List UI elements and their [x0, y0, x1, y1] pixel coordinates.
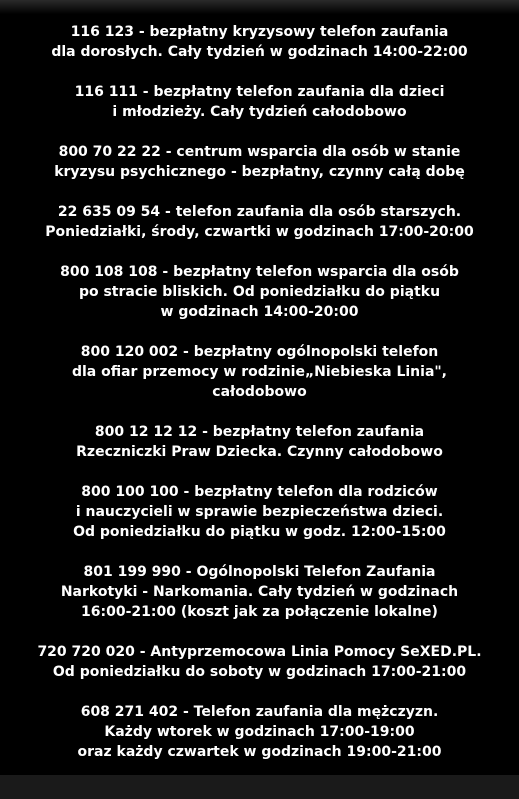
hotline-text-line: całodobowo [212, 384, 307, 400]
hotline-text-line: 116 123 - bezpłatny kryzysowy telefon zaufania [70, 24, 449, 40]
hotline-entry [0, 82, 519, 122]
hotline-text-line: w godzinach 14:00-20:00 [160, 304, 359, 320]
hotline-entry [0, 342, 519, 402]
hotline-text-line: 16:00-21:00 (koszt jak za połączenie lokalne) [81, 604, 438, 620]
hotline-entry [0, 702, 519, 762]
hotline-entry [0, 22, 519, 62]
hotline-text-line: 800 70 22 22 - centrum wsparcia dla osób w stanie [58, 144, 461, 160]
hotline-text-line: kryzysu psychicznego - bezpłatny, czynny całą dobę [54, 164, 465, 180]
hotline-text-line: 720 720 020 - Antyprzemocowa Linia Pomocy SeXED.PL. [37, 644, 482, 660]
hotline-text-line: 22 635 09 54 - telefon zaufania dla osób starszych. [57, 204, 462, 220]
hotline-text-line: 800 120 002 - bezpłatny ogólnopolski telefon [80, 344, 439, 360]
hotline-entry [0, 562, 519, 622]
hotline-text-line: 800 108 108 - bezpłatny telefon wsparcia dla osób [60, 264, 459, 280]
hotline-entry [0, 202, 519, 242]
hotline-text-line: dla ofiar przemocy w rodzinie„Niebieska Linia", [71, 364, 448, 380]
top-shadow [0, 0, 519, 14]
hotline-text-line: 116 111 - bezpłatny telefon zaufania dla dzieci [74, 84, 445, 100]
hotline-text-line: 800 100 100 - bezpłatny telefon dla rodziców [81, 484, 438, 500]
hotline-entry [0, 262, 519, 322]
hotline-text-line: oraz każdy czwartek w godzinach 19:00-21:00 [77, 744, 442, 760]
hotline-entry [0, 482, 519, 542]
hotline-text-line: Rzeczniczki Praw Dziecka. Czynny całodobowo [76, 444, 443, 460]
hotline-text-line: Każdy wtorek w godzinach 17:00-19:00 [104, 724, 415, 740]
hotline-text-line: i nauczycieli w sprawie bezpieczeństwa dzieci. [75, 504, 444, 520]
hotline-text-line: 800 12 12 12 - bezpłatny telefon zaufania [94, 424, 425, 440]
hotline-entry [0, 422, 519, 462]
hotline-list [0, 22, 519, 782]
hotline-text-line: Poniedziałki, środy, czwartki w godzinach 17:00-20:00 [45, 224, 474, 240]
hotline-text-line: Od poniedziałku do piątku w godz. 12:00-15:00 [73, 524, 446, 540]
hotline-text-line: i młodzieży. Cały tydzień całodobowo [112, 104, 407, 120]
hotline-text-line: Od poniedziałku do soboty w godzinach 17:00-21:00 [52, 664, 467, 680]
hotline-text-line: Narkotyki - Narkomania. Cały tydzień w godzinach [60, 584, 459, 600]
hotline-text-line: 608 271 402 - Telefon zaufania dla mężczyzn. [80, 704, 439, 720]
hotline-text-line: po stracie bliskich. Od poniedziałku do piątku [78, 284, 441, 300]
hotline-entry [0, 642, 519, 682]
hotline-text-line: dla dorosłych. Cały tydzień w godzinach 14:00-22:00 [51, 44, 468, 60]
bottom-bar [0, 775, 519, 799]
hotline-entry [0, 142, 519, 182]
hotline-text-line: 801 199 990 - Ogólnopolski Telefon Zaufania [83, 564, 436, 580]
